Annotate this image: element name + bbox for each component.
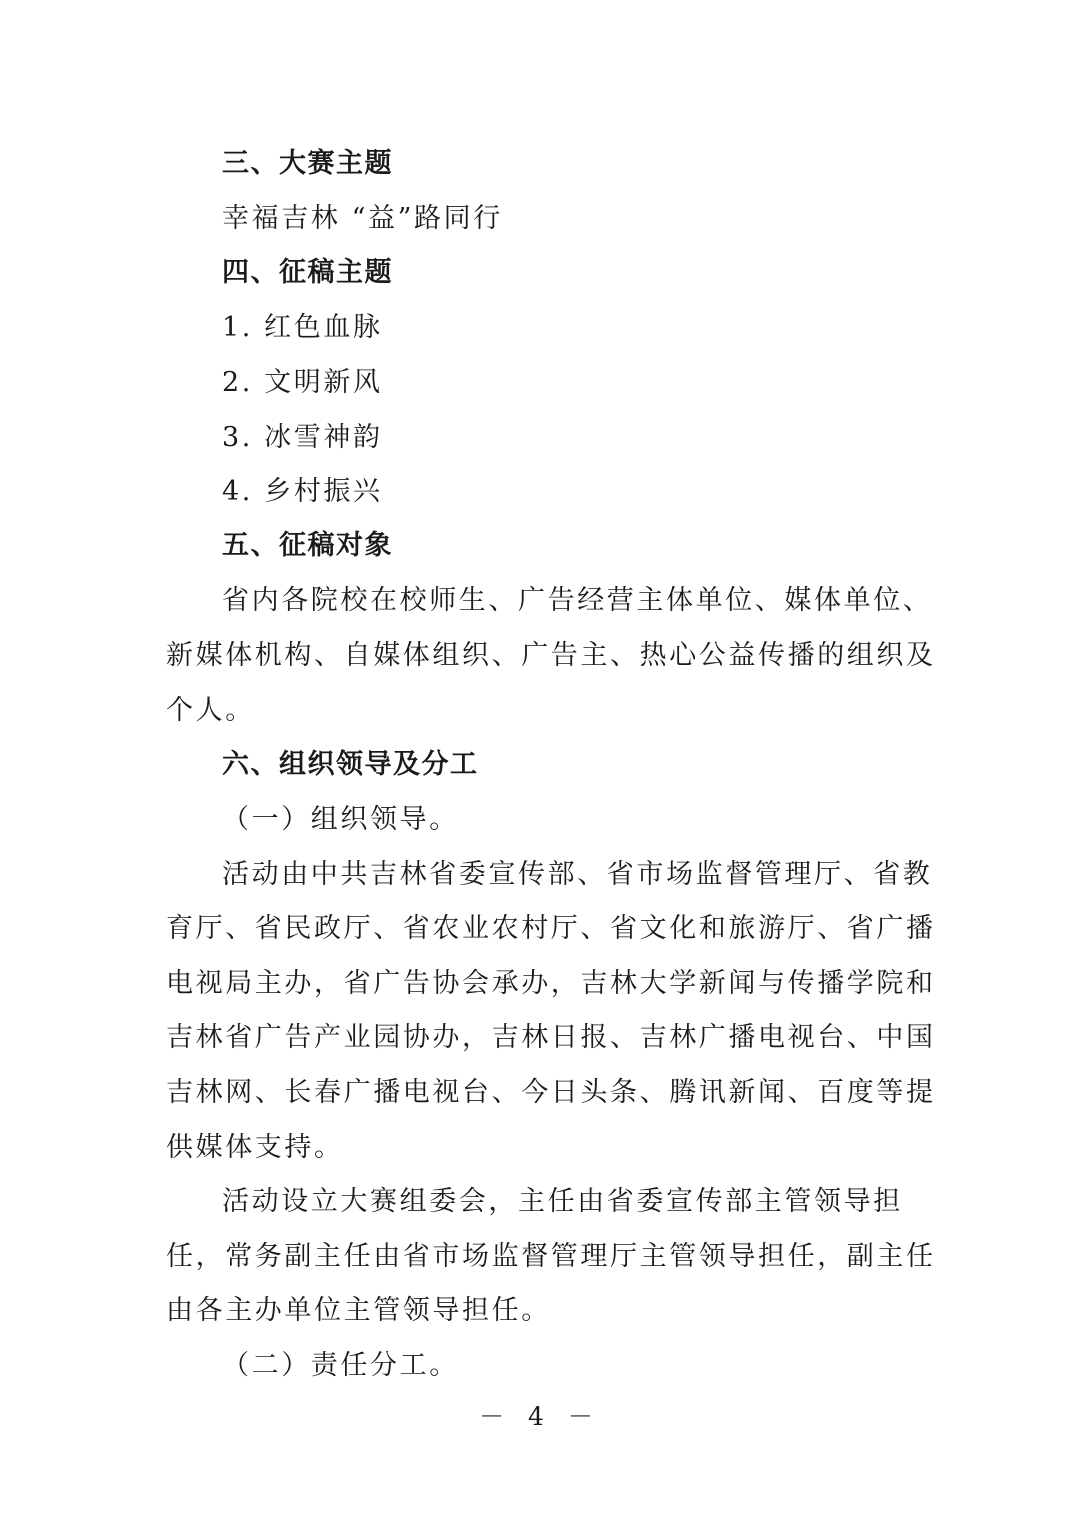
paragraph-line: 供媒体支持。 <box>166 1132 344 1163</box>
paragraph-line: 新媒体机构、自媒体组织、广告主、热心公益传播的组织及 <box>166 640 936 671</box>
section-heading-topics: 四、征稿主题 <box>222 257 393 288</box>
section-heading-participants: 五、征稿对象 <box>222 530 393 561</box>
paragraph-line: 个人。 <box>166 695 255 726</box>
paragraph-line: 电视局主办，省广告协会承办，吉林大学新闻与传播学院和 <box>166 968 936 999</box>
topic-item: 3. 冰雪神韵 <box>222 422 383 453</box>
paragraph-line: 任，常务副主任由省市场监督管理厅主管领导担任，副主任 <box>166 1241 936 1272</box>
paragraph-line: 活动设立大赛组委会，主任由省委宣传部主管领导担 <box>222 1186 903 1217</box>
paragraph-line: 省内各院校在校师生、广告经营主体单位、媒体单位、 <box>222 585 933 616</box>
section-heading-organization: 六、组织领导及分工 <box>222 749 479 780</box>
paragraph-line: 活动由中共吉林省委宣传部、省市场监督管理厅、省教 <box>222 859 933 890</box>
paragraph-line: 由各主办单位主管领导担任。 <box>166 1295 551 1326</box>
paragraph-line: 吉林网、长春广播电视台、今日头条、腾讯新闻、百度等提 <box>166 1077 936 1108</box>
subsection-heading-responsibilities: （二）责任分工。 <box>222 1350 459 1381</box>
page-number: － 4 － <box>479 1402 601 1431</box>
paragraph-line: 育厅、省民政厅、省农业农村厅、省文化和旅游厅、省广播 <box>166 913 936 944</box>
topic-item: 4. 乡村振兴 <box>222 476 383 507</box>
topic-item: 2. 文明新风 <box>222 367 383 398</box>
subsection-heading-leadership: （一）组织领导。 <box>222 804 459 835</box>
paragraph-line: 吉林省广告产业园协办，吉林日报、吉林广播电视台、中国 <box>166 1022 936 1053</box>
section-heading-theme: 三、大赛主题 <box>222 148 393 179</box>
topic-item: 1. 红色血脉 <box>222 312 383 343</box>
contest-theme-text: 幸福吉林 “益”路同行 <box>222 203 503 234</box>
